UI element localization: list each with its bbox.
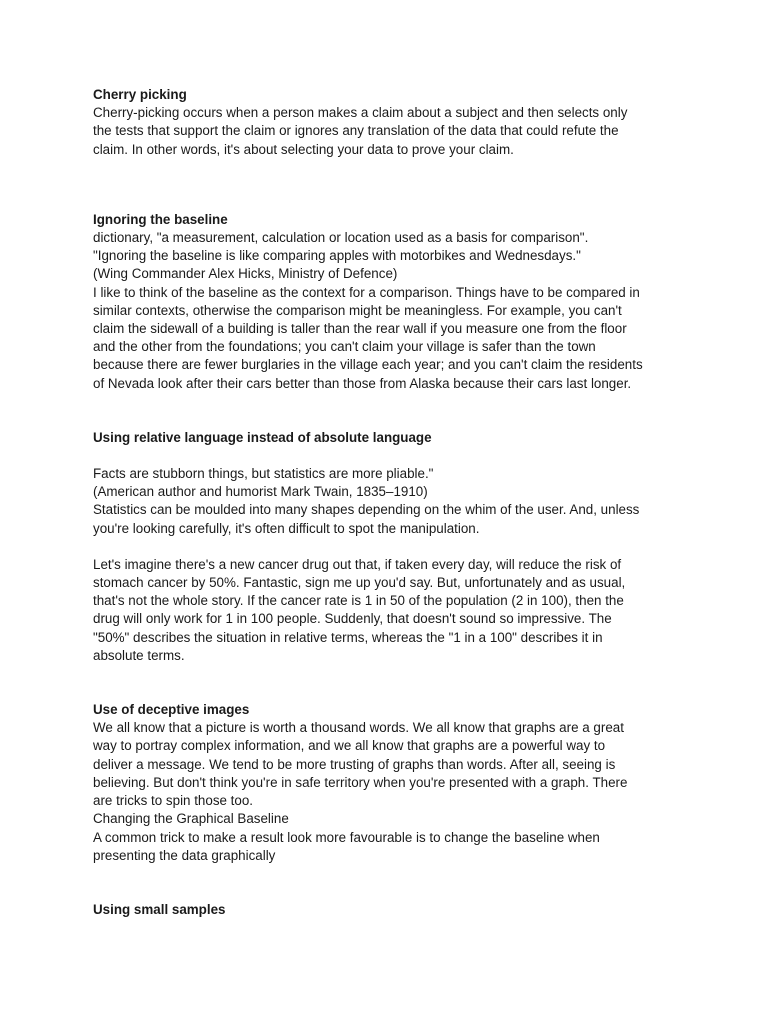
paragraph-line: dictionary, "a measurement, calculation or location used as a basis for comparison". (93, 230, 589, 246)
paragraph-line: I like to think of the baseline as the context for a comparison. Things have to be compared in (93, 284, 640, 300)
section-small-samples (93, 901, 693, 919)
paragraph-line: that's not the whole story. If the cancer rate is 1 in 50 of the population (2 in 100), then the (93, 593, 624, 609)
section-cherry-picking (93, 86, 693, 159)
section-heading: Use of deceptive images (93, 702, 250, 718)
paragraph-line: Statistics can be moulded into many shapes depending on the whim of the user. And, unless (93, 502, 640, 518)
paragraph-line: deliver a message. We tend to be more trusting of graphs than words. After all, seeing is (93, 756, 616, 772)
section-heading: Cherry picking (93, 87, 187, 102)
quote-line: Facts are stubborn things, but statistics are more pliable." (93, 466, 434, 482)
paragraph-line: claim. In other words, it's about selecting your data to prove your claim. (93, 141, 514, 157)
paragraph-line: stomach cancer by 50%. Fantastic, sign me up you'd say. But, unfortunately and as usual, (93, 575, 626, 591)
section-deceptive-images (93, 701, 693, 865)
section-heading: Using relative language instead of absolute language (93, 429, 432, 445)
paragraph-line: We all know that a picture is worth a thousand words. We all know that graphs are a great (93, 720, 624, 736)
paragraph-line: drug will only work for 1 in 100 people. Suddenly, that doesn't sound so impressive. The (93, 611, 612, 627)
paragraph-line: Cherry-picking occurs when a person makes a claim about a subject and then selects only (93, 105, 628, 121)
paragraph-line: believing. But don't think you're in safe territory when you're presented with a graph. There (93, 774, 628, 790)
subheading-line: Changing the Graphical Baseline (93, 811, 289, 827)
paragraph-line: the tests that support the claim or ignores any translation of the data that could refute the (93, 123, 619, 139)
paragraph-line: absolute terms. (93, 647, 185, 663)
paragraph-line: of Nevada look after their cars better than those from Alaska because their cars last longer. (93, 375, 632, 391)
section-ignoring-baseline (93, 211, 693, 393)
quote-line: "Ignoring the baseline is like comparing apples with motorbikes and Wednesdays." (93, 248, 581, 264)
section-heading: Ignoring the baseline (93, 211, 228, 227)
paragraph-line: similar contexts, otherwise the comparison might be meaningless. For example, you can't (93, 302, 622, 318)
quote-attribution: (Wing Commander Alex Hicks, Ministry of Defence) (93, 266, 398, 282)
paragraph-line: A common trick to make a result look more favourable is to change the baseline when (93, 829, 600, 845)
paragraph-line: Let's imagine there's a new cancer drug out that, if taken every day, will reduce the risk of (93, 556, 622, 572)
document-page (93, 86, 693, 919)
paragraph-line: you're looking carefully, it's often difficult to spot the manipulation. (93, 520, 480, 536)
section-relative-language (93, 429, 693, 665)
paragraph-line: way to portray complex information, and we all know that graphs are a powerful way to (93, 738, 606, 754)
paragraph-line: because there are fewer burglaries in the village each year; and you can't claim the residents (93, 357, 643, 373)
quote-attribution: (American author and humorist Mark Twain, 1835–1910) (93, 484, 428, 500)
paragraph-line: are tricks to spin those too. (93, 793, 254, 809)
paragraph-line: and the other from the foundations; you can't claim your village is safer than the town (93, 339, 596, 355)
section-heading: Using small samples (93, 901, 226, 917)
paragraph-line: claim the sidewall of a building is taller than the rear wall if you measure one from the floor (93, 321, 627, 337)
paragraph-line: "50%" describes the situation in relative terms, whereas the "1 in a 100" describes it in (93, 629, 603, 645)
paragraph-line: presenting the data graphically (93, 847, 276, 863)
